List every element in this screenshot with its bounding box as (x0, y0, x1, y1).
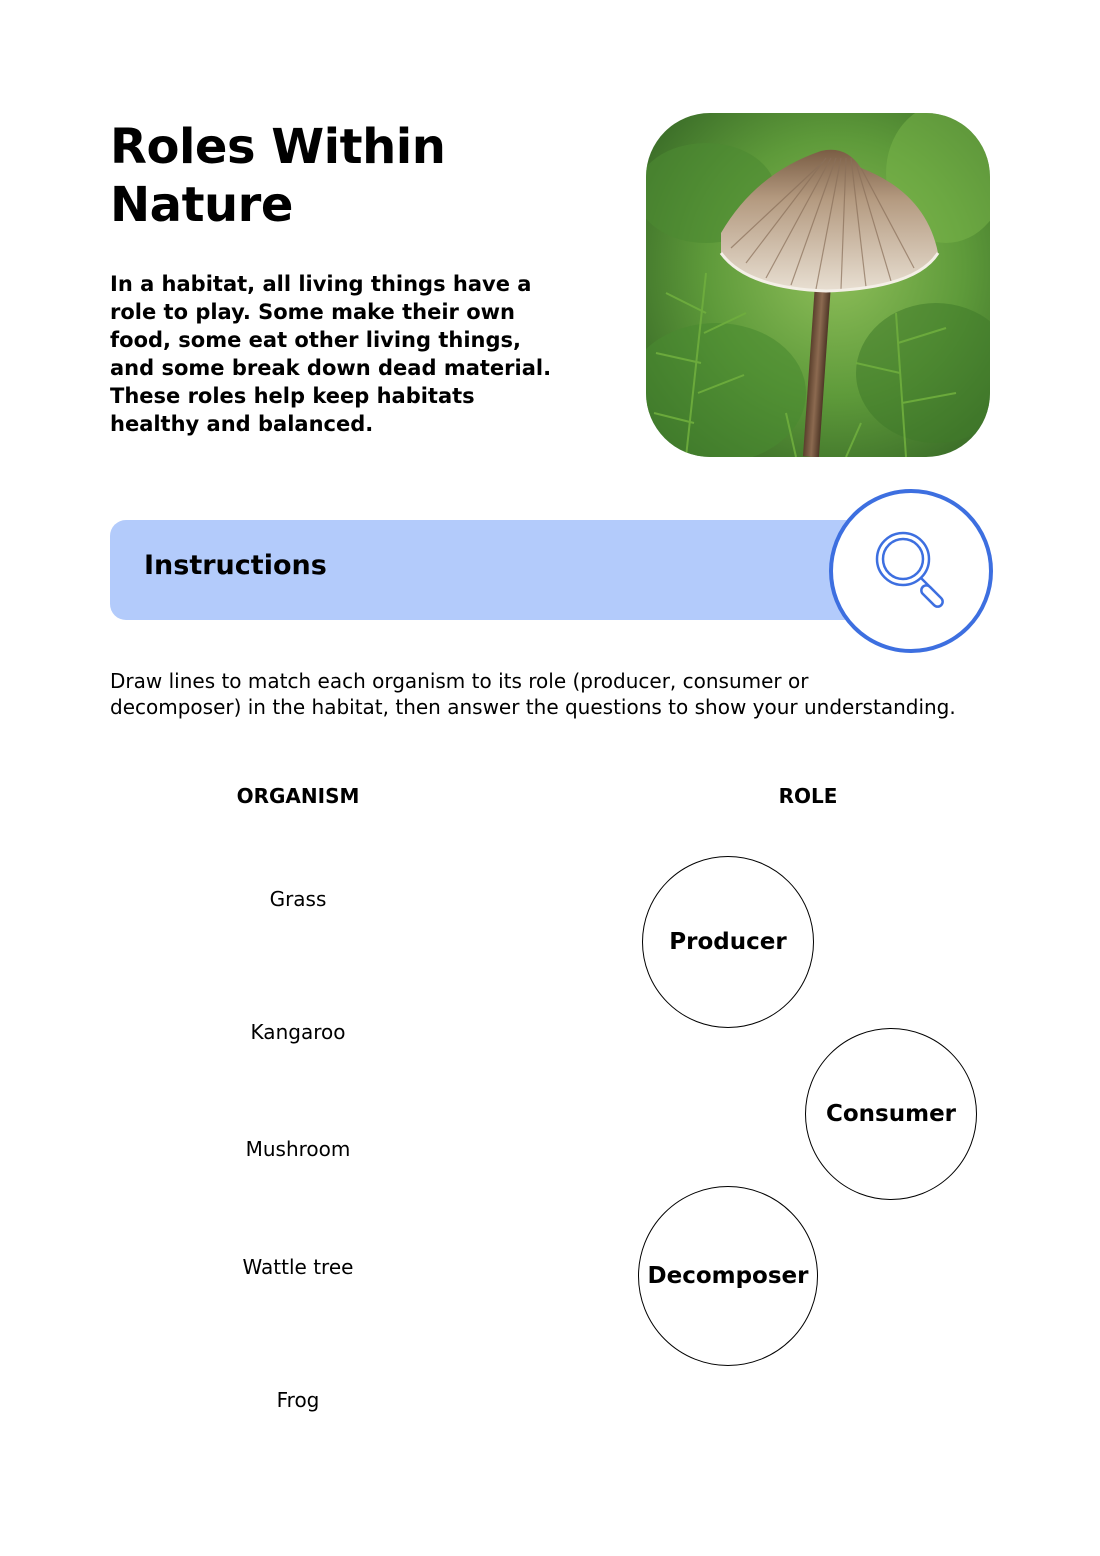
role-circle-producer[interactable] (642, 856, 814, 1028)
magnifying-glass-icon (871, 529, 955, 613)
page-title: Roles Within Nature (110, 119, 446, 233)
instructions-text: Draw lines to match each organism to its role (producer, consumer or decomposer) in the habitat, then answer the questions to show your understanding. (110, 669, 956, 719)
role-label: Producer (669, 929, 787, 955)
role-label: Decomposer (647, 1263, 809, 1289)
role-label: Consumer (825, 1101, 957, 1127)
organism-item: Mushroom (245, 1137, 351, 1161)
instructions-heading: Instructions (144, 550, 327, 581)
intro-paragraph: In a habitat, all living things have a role to play. Some make their own food, some eat other living things, and some break down dead material. These roles help keep habitats healthy and balanced. (110, 272, 552, 436)
organism-item: Wattle tree (242, 1255, 354, 1279)
organism-item: Kangaroo (250, 1020, 346, 1044)
role-circle-decomposer[interactable] (638, 1186, 818, 1366)
mushroom-photo (646, 113, 990, 457)
magnifying-glass-badge (829, 489, 993, 653)
organism-item: Frog (276, 1388, 320, 1412)
role-column-header: ROLE (778, 784, 838, 808)
organism-column-header: ORGANISM (236, 784, 360, 808)
organism-item: Grass (269, 887, 327, 911)
role-circle-consumer[interactable] (805, 1028, 977, 1200)
